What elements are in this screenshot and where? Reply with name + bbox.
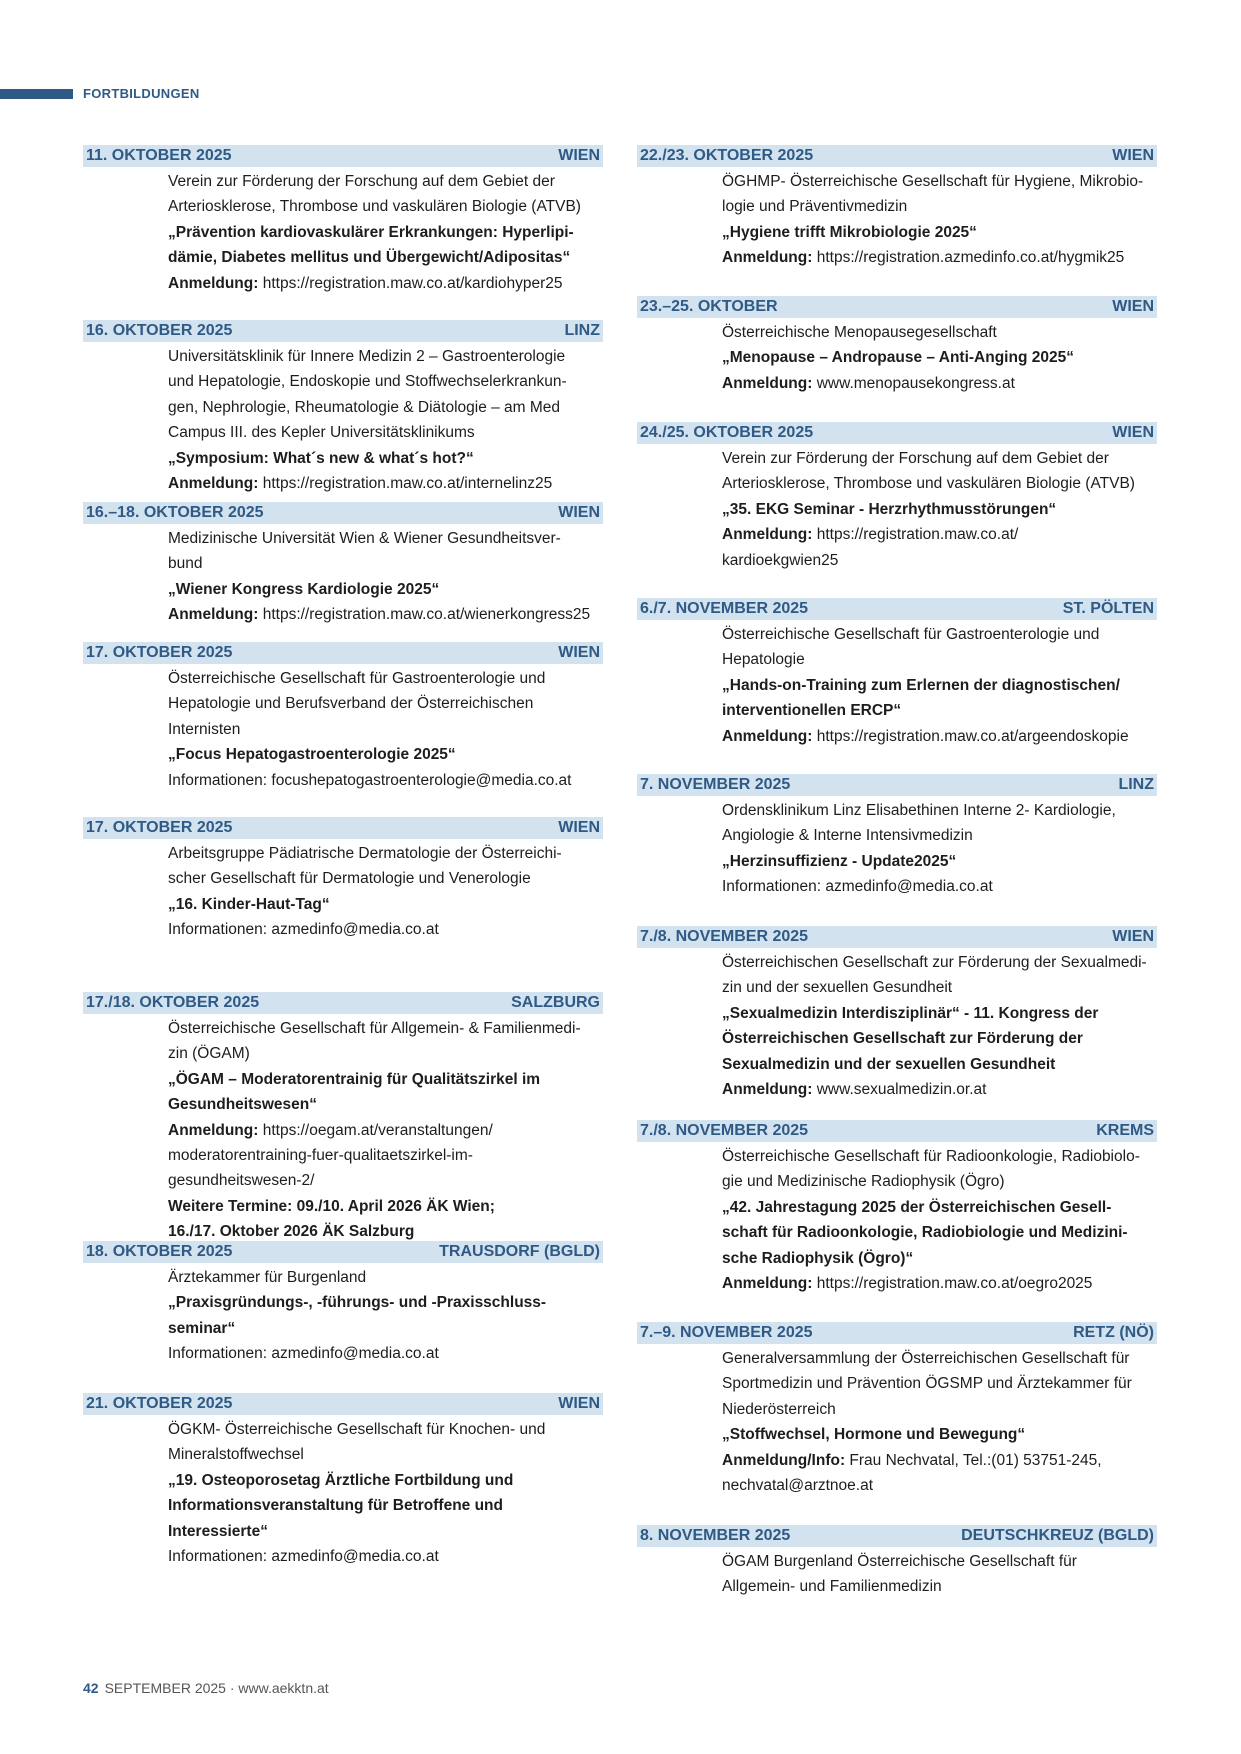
line-text: „Sexualmedizin Interdisziplinär“ - 11. Kongress der: [722, 1004, 1099, 1022]
event-entry: [83, 817, 603, 943]
event-entry: [83, 502, 603, 628]
event-details: [83, 1263, 603, 1367]
line-text: dämie, Diabetes mellitus und Übergewicht/Adipositas“: [168, 249, 571, 267]
line-text: Österreichische Gesellschaft für Allgemein- & Familienmedi-: [168, 1020, 581, 1037]
event-location: WIEN: [558, 504, 600, 521]
event-entry: [83, 1393, 603, 1569]
event-text-line: [722, 874, 1157, 899]
event-details: [637, 948, 1157, 1102]
event-header: [637, 422, 1157, 444]
event-title-line: [168, 1493, 603, 1518]
event-text-line: [722, 823, 1157, 848]
event-title-line: [168, 446, 603, 471]
event-text-line: [168, 526, 603, 551]
line-text: Universitätsklinik für Innere Medizin 2 – Gastroenterologie: [168, 348, 566, 365]
event-text-line: [168, 841, 603, 866]
event-entry: [637, 1322, 1157, 1498]
event-title-line: [168, 1092, 603, 1117]
event-header: [637, 296, 1157, 318]
event-header: [83, 992, 603, 1014]
line-text: „Hands-on-Training zum Erlernen der diagnostischen/: [722, 676, 1120, 694]
line-text: Österreichische Menopausegesellschaft: [722, 324, 997, 341]
line-text: Generalversammlung der Österreichischen Gesellschaft für: [722, 1350, 1130, 1367]
event-location: WIEN: [1112, 298, 1154, 315]
registration-label: Anmeldung:: [722, 727, 813, 745]
event-text-line: [722, 724, 1157, 749]
event-text-line: [168, 1041, 603, 1066]
event-text-line: [722, 950, 1157, 975]
line-text: „ÖGAM – Moderatorentrainig für Qualitätszirkel im: [168, 1070, 541, 1088]
event-text-line: [722, 548, 1157, 573]
line-text: „16. Kinder-Haut-Tag“: [168, 895, 330, 913]
line-text: Informationsveranstaltung für Betroffene und: [168, 1497, 503, 1515]
event-title-line: [168, 1067, 603, 1092]
event-date: 11. OKTOBER 2025: [86, 147, 232, 164]
line-text: Mineralstoffwechsel: [168, 1446, 304, 1464]
event-location: TRAUSDORF (BGLD): [439, 1243, 600, 1260]
event-text-line: [722, 622, 1157, 647]
event-title-line: [168, 220, 603, 245]
event-entry: [637, 926, 1157, 1102]
line-text: „Symposium: What´s new & what´s hot?“: [168, 449, 474, 467]
event-text-line: [168, 917, 603, 942]
event-title-line: [722, 1195, 1157, 1220]
event-text-line: [168, 471, 603, 496]
event-date: 21. OKTOBER 2025: [86, 1395, 233, 1412]
line-text: ÖGAM Burgenland Österreichische Gesellschaft für: [722, 1553, 1077, 1570]
line-text: Frau Nechvatal, Tel.:(01) 53751-245,: [845, 1451, 1102, 1469]
line-text: zin (ÖGAM): [168, 1045, 250, 1063]
event-text-line: [168, 395, 603, 420]
line-text: „Menopause – Andropause – Anti-Anging 2025“: [722, 349, 1074, 367]
line-text: https://registration.maw.co.at/oegro2025: [812, 1275, 1093, 1293]
event-date: 16.–18. OKTOBER 2025: [86, 504, 264, 521]
event-location: WIEN: [1112, 928, 1154, 945]
event-text-line: [168, 866, 603, 891]
event-text-line: [722, 975, 1157, 1000]
line-text: Sexualmedizin und der sexuellen Gesundheit: [722, 1055, 1056, 1073]
event-text-line: [168, 1341, 603, 1366]
registration-label: Anmeldung:: [722, 1275, 813, 1293]
event-header: [637, 926, 1157, 948]
event-title-line: [722, 1422, 1157, 1447]
event-text-line: [168, 1544, 603, 1569]
event-text-line: [168, 1417, 603, 1442]
event-text-line: [722, 471, 1157, 496]
event-text-line: [722, 1371, 1157, 1396]
event-text-line: [722, 1549, 1157, 1574]
event-details: [83, 1415, 603, 1569]
event-text-line: [722, 169, 1157, 194]
event-title-line: [722, 1246, 1157, 1271]
line-text: „42. Jahrestagung 2025 der Österreichischen Gesell-: [722, 1198, 1112, 1216]
line-text: „Prävention kardiovaskulärer Erkrankungen: Hyperlipi-: [168, 223, 574, 241]
event-title-line: [168, 1290, 603, 1315]
event-text-line: [168, 169, 603, 194]
event-text-line: [722, 1397, 1157, 1422]
event-entry: [637, 1120, 1157, 1296]
event-details: [637, 796, 1157, 900]
event-date: 18. OKTOBER 2025: [86, 1243, 233, 1260]
line-text: scher Gesellschaft für Dermatologie und Venerologie: [168, 870, 531, 888]
line-text: Informationen: azmedinfo@media.co.at: [168, 921, 439, 939]
event-details: [83, 664, 603, 793]
event-header: [83, 1393, 603, 1415]
event-header: [637, 1322, 1157, 1344]
event-date: 6./7. NOVEMBER 2025: [640, 600, 809, 617]
event-text-line: [722, 1271, 1157, 1296]
line-text: „Herzinsuffizienz - Update2025“: [722, 852, 957, 870]
event-title-line: [168, 1468, 603, 1493]
event-header: [637, 1120, 1157, 1142]
registration-label: Anmeldung:: [722, 1081, 813, 1099]
event-details: [83, 839, 603, 943]
line-text: https://registration.maw.co.at/argeendoskopie: [812, 727, 1129, 745]
event-date: 22./23. OKTOBER 2025: [640, 147, 814, 164]
event-text-line: [722, 798, 1157, 823]
registration-label: Anmeldung:: [168, 475, 259, 493]
event-title-line: [168, 245, 603, 270]
section-accent-bar: [0, 89, 73, 99]
event-details: [637, 620, 1157, 749]
line-text: Campus III. des Kepler Universitätsklinikums: [168, 424, 475, 442]
line-text: Arbeitsgruppe Pädiatrische Dermatologie der Österreichi-: [168, 845, 562, 862]
event-entry: [637, 774, 1157, 900]
line-text: Interessierte“: [168, 1522, 268, 1540]
line-text: https://registration.maw.co.at/internelinz25: [258, 475, 553, 493]
event-location: ST. PÖLTEN: [1062, 600, 1154, 617]
event-details: [83, 1014, 603, 1245]
event-date: 23.–25. OKTOBER: [640, 298, 778, 315]
line-text: „Hygiene trifft Mikrobiologie 2025“: [722, 223, 977, 241]
event-title-line: [722, 698, 1157, 723]
event-title-line: [722, 673, 1157, 698]
event-text-line: [722, 1574, 1157, 1599]
event-header: [637, 1525, 1157, 1547]
line-text: https://oegam.at/veranstaltungen/: [258, 1121, 493, 1139]
event-entry: [637, 145, 1157, 271]
event-title-line: [168, 1316, 603, 1341]
line-text: https://registration.azmedinfo.co.at/hygmik25: [812, 249, 1125, 267]
event-text-line: [168, 768, 603, 793]
event-date: 17. OKTOBER 2025: [86, 819, 233, 836]
line-text: Österreichischen Gesellschaft zur Förderung der Sexualmedi-: [722, 954, 1147, 971]
event-location: WIEN: [558, 819, 600, 836]
line-text: bund: [168, 555, 203, 573]
registration-label: Anmeldung:: [722, 374, 813, 392]
line-text: seminar“: [168, 1319, 236, 1337]
event-location: LINZ: [564, 322, 600, 339]
event-entry: [637, 422, 1157, 573]
event-location: KREMS: [1096, 1122, 1154, 1139]
event-text-line: [168, 691, 603, 716]
event-date: 24./25. OKTOBER 2025: [640, 424, 814, 441]
event-title-line: [168, 742, 603, 767]
event-text-line: [722, 1346, 1157, 1371]
event-text-line: [168, 1118, 603, 1143]
line-text: Österreichischen Gesellschaft zur Förderung der: [722, 1030, 1083, 1048]
event-text-line: [722, 1473, 1157, 1498]
registration-label: Anmeldung:: [168, 1121, 259, 1139]
line-text: Verein zur Förderung der Forschung auf dem Gebiet der: [168, 173, 555, 190]
event-details: [83, 167, 603, 296]
event-details: [637, 1547, 1157, 1600]
line-text: Informationen: azmedinfo@media.co.at: [722, 878, 993, 896]
line-text: Allgemein- und Familienmedizin: [722, 1578, 942, 1596]
event-location: LINZ: [1118, 776, 1154, 793]
event-date: 8. NOVEMBER 2025: [640, 1527, 791, 1544]
line-text: Medizinische Universität Wien & Wiener Gesundheitsver-: [168, 530, 561, 547]
event-entry: [83, 1241, 603, 1367]
event-location: SALZBURG: [511, 994, 600, 1011]
event-text-line: [722, 194, 1157, 219]
line-text: Niederösterreich: [722, 1400, 836, 1418]
line-text: Ordensklinikum Linz Elisabethinen Interne 2- Kardiologie,: [722, 802, 1116, 819]
page-number: 42: [83, 1680, 99, 1696]
event-text-line: [168, 1442, 603, 1467]
registration-label: Anmeldung/Info:: [722, 1451, 846, 1469]
line-text: Hepatologie: [722, 651, 805, 669]
event-text-line: [722, 522, 1157, 547]
event-text-line: [168, 1265, 603, 1290]
event-date: 17. OKTOBER 2025: [86, 644, 233, 661]
event-entry: [83, 992, 603, 1245]
line-text: „35. EKG Seminar - Herzrhythmusstörungen“: [722, 500, 1057, 518]
line-text: Internisten: [168, 720, 241, 738]
line-text: Österreichische Gesellschaft für Gastroenterologie und: [168, 670, 546, 687]
event-location: DEUTSCHKREUZ (BGLD): [961, 1527, 1154, 1544]
line-text: nechvatal@arztnoe.at: [722, 1477, 874, 1495]
line-text: 16./17. Oktober 2026 ÄK Salzburg: [168, 1223, 415, 1241]
line-text: „19. Osteoporosetag Ärztliche Fortbildung und: [168, 1471, 514, 1489]
line-text: „Stoffwechsel, Hormone und Bewegung“: [722, 1426, 1026, 1444]
event-text-line: [168, 369, 603, 394]
line-text: www.sexualmedizin.or.at: [812, 1081, 987, 1099]
event-entry: [83, 145, 603, 296]
line-text: Hepatologie und Berufsverband der Österreichischen: [168, 695, 534, 713]
line-text: Verein zur Förderung der Forschung auf dem Gebiet der: [722, 450, 1109, 467]
registration-label: Anmeldung:: [722, 526, 813, 544]
event-details: [637, 167, 1157, 271]
event-text-line: [168, 602, 603, 627]
event-header: [83, 642, 603, 664]
line-text: „Wiener Kongress Kardiologie 2025“: [168, 580, 440, 598]
line-text: Informationen: azmedinfo@media.co.at: [168, 1345, 439, 1363]
event-title-line: [722, 849, 1157, 874]
line-text: logie und Präventivmedizin: [722, 198, 908, 216]
registration-label: Anmeldung:: [722, 249, 813, 267]
event-date: 7./8. NOVEMBER 2025: [640, 1122, 809, 1139]
event-text-line: [722, 647, 1157, 672]
line-text: „Focus Hepatogastroenterologie 2025“: [168, 746, 456, 764]
line-text: interventionellen ERCP“: [722, 702, 902, 720]
event-details: [83, 342, 603, 496]
line-text: gen, Nephrologie, Rheumatologie & Diätologie – am Med: [168, 398, 561, 416]
line-text: Weitere Termine: 09./10. April 2026 ÄK Wien;: [168, 1197, 495, 1215]
event-details: [83, 524, 603, 628]
line-text: schaft für Radioonkologie, Radiobiologie und Medizini-: [722, 1224, 1128, 1242]
line-text: Arteriosklerose, Thrombose und vaskulären Biologie (ATVB): [168, 198, 581, 216]
line-text: https://registration.maw.co.at/kardiohyper25: [258, 274, 563, 292]
registration-label: Anmeldung:: [168, 606, 259, 624]
event-title-line: [722, 345, 1157, 370]
line-text: https://registration.maw.co.at/: [812, 526, 1019, 544]
event-entry: [637, 1525, 1157, 1600]
event-title-line: [168, 577, 603, 602]
event-header: [83, 817, 603, 839]
line-text: ÖGHMP- Österreichische Gesellschaft für Hygiene, Mikrobio-: [722, 173, 1144, 190]
line-text: Österreichische Gesellschaft für Radioonkologie, Radiobiolo-: [722, 1148, 1140, 1165]
event-text-line: [168, 344, 603, 369]
event-details: [637, 1344, 1157, 1498]
event-title-line: [722, 497, 1157, 522]
event-text-line: [722, 245, 1157, 270]
event-text-line: [722, 1077, 1157, 1102]
line-text: moderatorentraining-fuer-qualitaetszirkel-im-: [168, 1147, 473, 1165]
event-header: [83, 145, 603, 167]
line-text: kardioekgwien25: [722, 551, 839, 569]
event-text-line: [722, 371, 1157, 396]
event-details: [637, 444, 1157, 573]
event-text-line: [168, 194, 603, 219]
event-header: [83, 1241, 603, 1263]
event-location: RETZ (NÖ): [1073, 1324, 1154, 1341]
line-text: Gesundheitswesen“: [168, 1096, 318, 1114]
event-title-line: [722, 1026, 1157, 1051]
line-text: Ärztekammer für Burgenland: [168, 1269, 367, 1286]
line-text: Angiologie & Interne Intensivmedizin: [722, 827, 973, 845]
event-text-line: [168, 271, 603, 296]
event-entry: [637, 598, 1157, 749]
line-text: Informationen: azmedinfo@media.co.at: [168, 1548, 439, 1566]
section-title: FORTBILDUNGEN: [83, 86, 200, 101]
event-location: WIEN: [1112, 424, 1154, 441]
line-text: Sportmedizin und Prävention ÖGSMP und Ärztekammer für: [722, 1375, 1132, 1393]
event-header: [637, 774, 1157, 796]
event-details: [637, 1142, 1157, 1296]
event-location: WIEN: [558, 1395, 600, 1412]
event-date: 16. OKTOBER 2025: [86, 322, 233, 339]
event-title-line: [722, 1220, 1157, 1245]
registration-label: Anmeldung:: [168, 274, 259, 292]
event-text-line: [722, 1144, 1157, 1169]
line-text: gie und Medizinische Radiophysik (Ögro): [722, 1173, 1005, 1191]
event-entry: [83, 642, 603, 793]
event-location: WIEN: [558, 644, 600, 661]
event-header: [83, 320, 603, 342]
event-date: 7. NOVEMBER 2025: [640, 776, 791, 793]
line-text: https://registration.maw.co.at/wienerkongress25: [258, 606, 591, 624]
event-entry: [637, 296, 1157, 396]
line-text: und Hepatologie, Endoskopie und Stoffwechselerkrankun-: [168, 373, 567, 391]
event-text-line: [168, 420, 603, 445]
event-date: 7.–9. NOVEMBER 2025: [640, 1324, 813, 1341]
event-text-line: [168, 1143, 603, 1168]
page-footer: [83, 1680, 329, 1696]
event-title-line: [722, 220, 1157, 245]
event-text-line: [168, 666, 603, 691]
event-title-line: [168, 1194, 603, 1219]
line-text: sche Radiophysik (Ögro)“: [722, 1249, 914, 1267]
event-text-line: [168, 551, 603, 576]
line-text: zin und der sexuellen Gesundheit: [722, 979, 953, 997]
event-entry: [83, 320, 603, 496]
event-text-line: [168, 717, 603, 742]
event-text-line: [722, 1448, 1157, 1473]
event-header: [83, 502, 603, 524]
event-text-line: [168, 1016, 603, 1041]
line-text: gesundheitswesen-2/: [168, 1172, 315, 1190]
event-date: 7./8. NOVEMBER 2025: [640, 928, 809, 945]
event-details: [637, 318, 1157, 396]
event-title-line: [722, 1052, 1157, 1077]
event-text-line: [722, 1169, 1157, 1194]
line-text: Informationen: focushepatogastroenterologie@media.co.at: [168, 771, 572, 789]
line-text: Österreichische Gesellschaft für Gastroenterologie und: [722, 626, 1100, 643]
line-text: „Praxisgründungs-, -führungs- und -Praxisschluss-: [168, 1294, 547, 1312]
line-text: Arteriosklerose, Thrombose und vaskulären Biologie (ATVB): [722, 475, 1135, 493]
line-text: www.menopausekongress.at: [812, 374, 1015, 392]
event-text-line: [722, 320, 1157, 345]
event-title-line: [168, 892, 603, 917]
event-date: 17./18. OKTOBER 2025: [86, 994, 260, 1011]
event-text-line: [168, 1168, 603, 1193]
event-header: [637, 145, 1157, 167]
line-text: ÖGKM- Österreichische Gesellschaft für Knochen- und: [168, 1421, 546, 1438]
event-text-line: [722, 446, 1157, 471]
event-location: WIEN: [558, 147, 600, 164]
event-location: WIEN: [1112, 147, 1154, 164]
event-header: [637, 598, 1157, 620]
footer-text: SEPTEMBER 2025 · www.aekktn.at: [104, 1680, 329, 1696]
event-title-line: [168, 1519, 603, 1544]
event-title-line: [722, 1001, 1157, 1026]
